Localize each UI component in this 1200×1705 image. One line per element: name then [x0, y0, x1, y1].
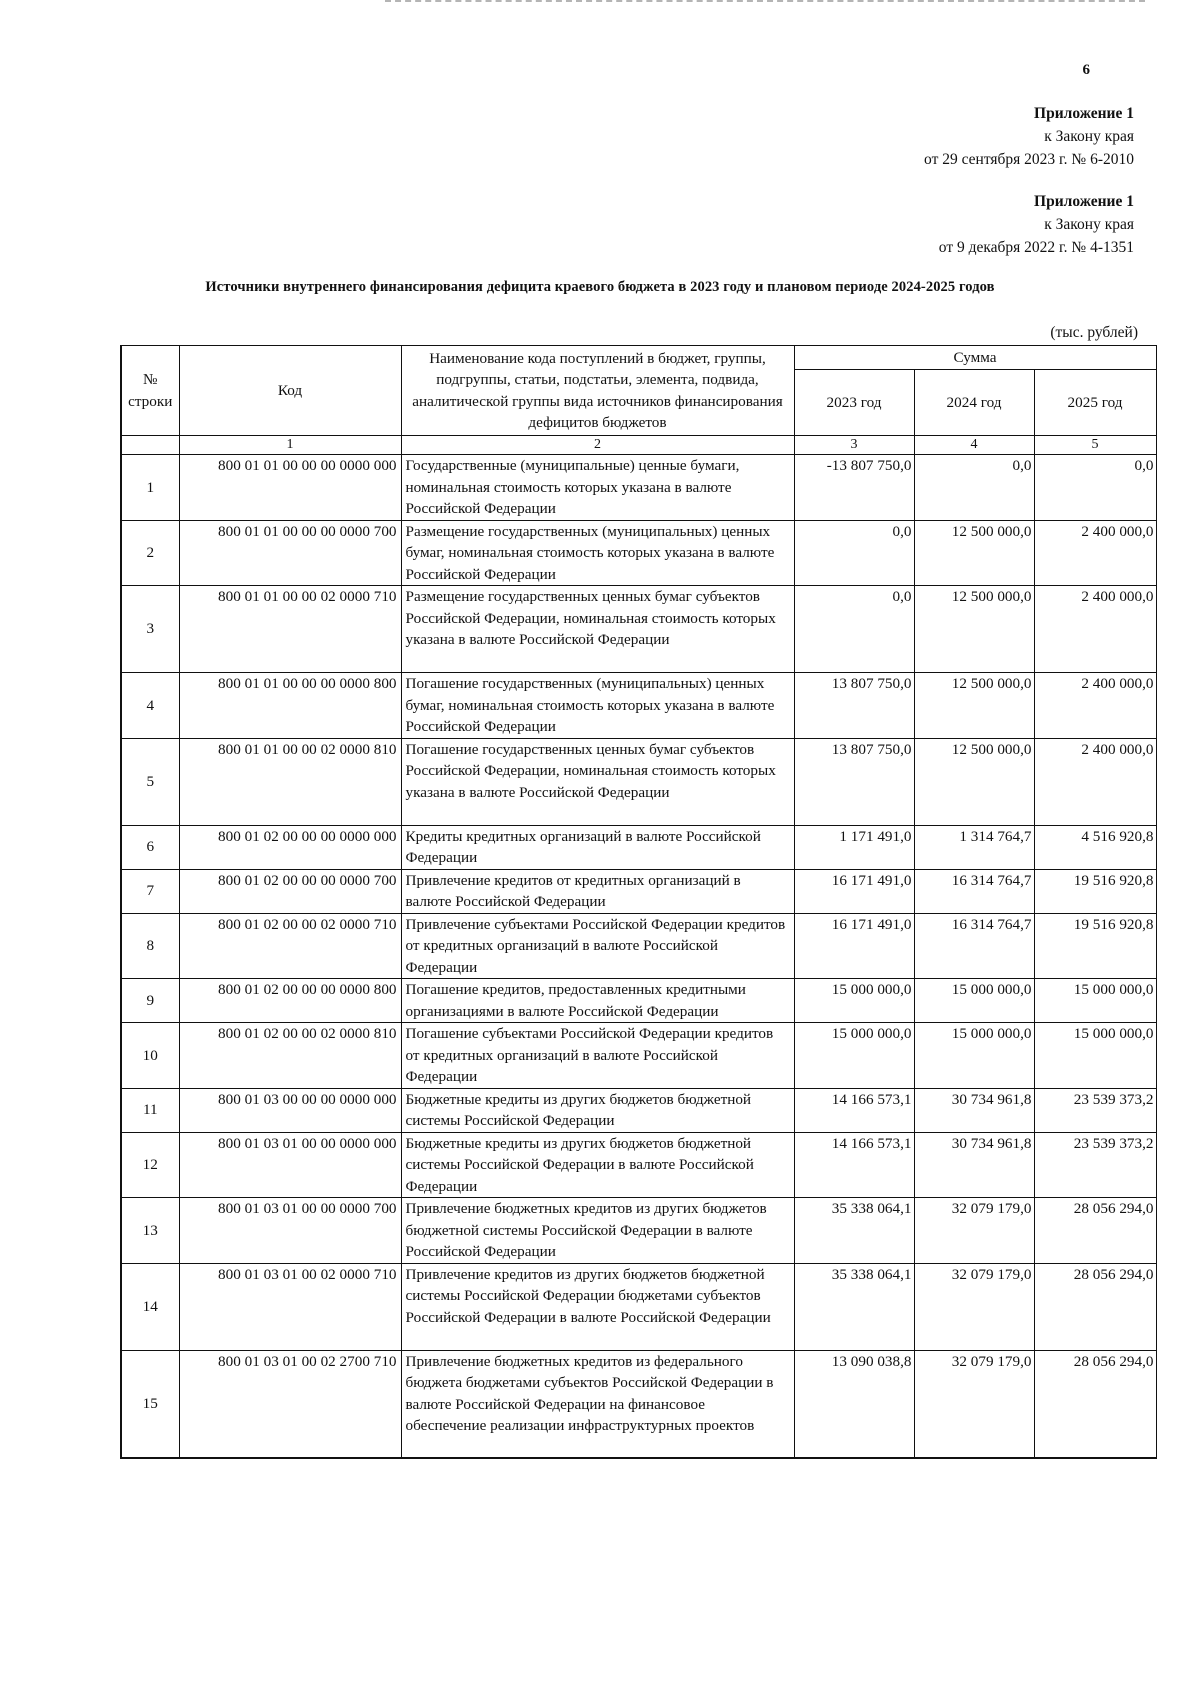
col-index: 4	[914, 436, 1034, 455]
row-number: 13	[121, 1198, 179, 1264]
col-index	[121, 436, 179, 455]
row-2024: 1 314 764,7	[914, 825, 1034, 869]
row-code: 800 01 02 00 00 02 0000 710	[179, 913, 401, 979]
row-code: 800 01 02 00 00 02 0000 810	[179, 1023, 401, 1089]
row-2025: 23 539 373,2	[1034, 1132, 1156, 1198]
row-number: 4	[121, 673, 179, 739]
row-code: 800 01 02 00 00 00 0000 800	[179, 979, 401, 1023]
row-2025: 15 000 000,0	[1034, 979, 1156, 1023]
appendix-original-title: Приложение 1	[1034, 193, 1134, 210]
row-number: 9	[121, 979, 179, 1023]
row-2023: 14 166 573,1	[794, 1132, 914, 1198]
row-name: Бюджетные кредиты из других бюджетов бюджетной системы Российской Федерации	[401, 1088, 794, 1132]
row-name: Привлечение субъектами Российской Федерации кредитов от кредитных организаций в валюте Российской Федерации	[401, 913, 794, 979]
row-2024: 12 500 000,0	[914, 586, 1034, 673]
row-name: Размещение государственных ценных бумаг субъектов Российской Федерации, номинальная стоимость которых указана в валюте Российской Федерации	[401, 586, 794, 673]
row-number: 5	[121, 738, 179, 825]
table-row	[121, 586, 1156, 673]
header-code: Код	[179, 346, 401, 436]
row-name: Привлечение кредитов из других бюджетов бюджетной системы Российской Федерации бюджетами субъектов Российской Федерации в валюте Российской Федерации	[401, 1263, 794, 1350]
row-name: Погашение кредитов, предоставленных кредитными организациями в валюте Российской Федерации	[401, 979, 794, 1023]
row-2024: 30 734 961,8	[914, 1088, 1034, 1132]
table-row	[121, 1088, 1156, 1132]
unit-label: (тыс. рублей)	[1050, 324, 1138, 341]
row-2024: 16 314 764,7	[914, 869, 1034, 913]
row-number: 14	[121, 1263, 179, 1350]
header-sum: Сумма	[794, 346, 1156, 370]
row-2023: 13 807 750,0	[794, 738, 914, 825]
scan-top-line	[385, 0, 1145, 5]
col-index: 1	[179, 436, 401, 455]
row-code: 800 01 03 01 00 02 2700 710	[179, 1350, 401, 1458]
row-number: 6	[121, 825, 179, 869]
col-index: 2	[401, 436, 794, 455]
row-2025: 2 400 000,0	[1034, 738, 1156, 825]
row-name: Кредиты кредитных организаций в валюте Российской Федерации	[401, 825, 794, 869]
row-2023: 13 090 038,8	[794, 1350, 914, 1458]
row-2025: 2 400 000,0	[1034, 586, 1156, 673]
row-name: Бюджетные кредиты из других бюджетов бюджетной системы Российской Федерации в валюте Российской Федерации	[401, 1132, 794, 1198]
header-2024: 2024 год	[914, 370, 1034, 436]
row-2025: 15 000 000,0	[1034, 1023, 1156, 1089]
row-2023: 16 171 491,0	[794, 913, 914, 979]
row-number: 3	[121, 586, 179, 673]
row-2024: 0,0	[914, 455, 1034, 521]
row-2025: 0,0	[1034, 455, 1156, 521]
row-number: 10	[121, 1023, 179, 1089]
row-code: 800 01 03 01 00 00 0000 000	[179, 1132, 401, 1198]
row-code: 800 01 02 00 00 00 0000 000	[179, 825, 401, 869]
column-index-row	[121, 436, 1156, 455]
row-2025: 19 516 920,8	[1034, 869, 1156, 913]
row-2023: 15 000 000,0	[794, 1023, 914, 1089]
row-2023: 0,0	[794, 520, 914, 586]
header-2023: 2023 год	[794, 370, 914, 436]
table-row	[121, 979, 1156, 1023]
row-2023: 1 171 491,0	[794, 825, 914, 869]
row-2024: 16 314 764,7	[914, 913, 1034, 979]
table-row	[121, 1023, 1156, 1089]
row-number: 11	[121, 1088, 179, 1132]
row-2024: 30 734 961,8	[914, 1132, 1034, 1198]
row-2023: 0,0	[794, 586, 914, 673]
row-number: 2	[121, 520, 179, 586]
table-row	[121, 455, 1156, 521]
header-name: Наименование кода поступлений в бюджет, группы, подгруппы, статьи, подстатьи, элемента, подвида, аналитической группы вида источников финансирования дефицитов бюджетов	[401, 346, 794, 436]
row-number: 1	[121, 455, 179, 521]
row-code: 800 01 01 00 00 02 0000 810	[179, 738, 401, 825]
row-2023: 16 171 491,0	[794, 869, 914, 913]
row-2025: 2 400 000,0	[1034, 673, 1156, 739]
row-2024: 32 079 179,0	[914, 1198, 1034, 1264]
table-row	[121, 1198, 1156, 1264]
col-index: 5	[1034, 436, 1156, 455]
row-2023: -13 807 750,0	[794, 455, 914, 521]
row-name: Погашение субъектами Российской Федерации кредитов от кредитных организаций в валюте Российской Федерации	[401, 1023, 794, 1089]
table-row	[121, 825, 1156, 869]
row-2024: 12 500 000,0	[914, 738, 1034, 825]
row-name: Погашение государственных (муниципальных) ценных бумаг, номинальная стоимость которых указана в валюте Российской Федерации	[401, 673, 794, 739]
table-row	[121, 1132, 1156, 1198]
row-name: Привлечение бюджетных кредитов из федерального бюджета бюджетами субъектов Российской Федерации в валюте Российской Федерации на финансовое обеспечение реализации инфраструктурных проектов	[401, 1350, 794, 1458]
appendix-current-line3: от 29 сентября 2023 г. № 6-2010	[924, 151, 1134, 168]
table-row	[121, 1263, 1156, 1350]
row-2025: 19 516 920,8	[1034, 913, 1156, 979]
row-2024: 15 000 000,0	[914, 979, 1034, 1023]
row-2023: 35 338 064,1	[794, 1198, 914, 1264]
document-title: Источники внутреннего финансирования дефицита краевого бюджета в 2023 году и плановом периоде 2024-2025 годов	[205, 279, 995, 295]
row-2025: 28 056 294,0	[1034, 1198, 1156, 1264]
row-2024: 15 000 000,0	[914, 1023, 1034, 1089]
appendix-original	[939, 190, 1134, 259]
appendix-current-line2: к Закону края	[1044, 128, 1134, 145]
row-code: 800 01 03 01 00 02 0000 710	[179, 1263, 401, 1350]
financing-sources-table	[120, 345, 1157, 1459]
row-2023: 13 807 750,0	[794, 673, 914, 739]
row-number: 12	[121, 1132, 179, 1198]
row-number: 8	[121, 913, 179, 979]
row-code: 800 01 03 01 00 00 0000 700	[179, 1198, 401, 1264]
table-row	[121, 869, 1156, 913]
row-2024: 32 079 179,0	[914, 1263, 1034, 1350]
row-name: Размещение государственных (муниципальных) ценных бумаг, номинальная стоимость которых указана в валюте Российской Федерации	[401, 520, 794, 586]
row-number: 7	[121, 869, 179, 913]
row-2025: 2 400 000,0	[1034, 520, 1156, 586]
row-2023: 14 166 573,1	[794, 1088, 914, 1132]
row-code: 800 01 01 00 00 00 0000 000	[179, 455, 401, 521]
page-number: 6	[1082, 62, 1090, 78]
row-code: 800 01 01 00 00 00 0000 800	[179, 673, 401, 739]
appendix-original-line2: к Закону края	[1044, 216, 1134, 233]
row-2024: 32 079 179,0	[914, 1350, 1034, 1458]
table-row	[121, 738, 1156, 825]
row-2025: 28 056 294,0	[1034, 1350, 1156, 1458]
row-name: Государственные (муниципальные) ценные бумаги, номинальная стоимость которых указана в валюте Российской Федерации	[401, 455, 794, 521]
table-row	[121, 1350, 1156, 1458]
row-code: 800 01 01 00 00 00 0000 700	[179, 520, 401, 586]
row-2023: 15 000 000,0	[794, 979, 914, 1023]
appendix-current-title: Приложение 1	[1034, 105, 1134, 122]
header-2025: 2025 год	[1034, 370, 1156, 436]
row-2025: 28 056 294,0	[1034, 1263, 1156, 1350]
header-row-no: № строки	[121, 346, 179, 436]
appendix-current	[924, 102, 1134, 171]
row-code: 800 01 02 00 00 00 0000 700	[179, 869, 401, 913]
table-row	[121, 673, 1156, 739]
row-2024: 12 500 000,0	[914, 673, 1034, 739]
row-2023: 35 338 064,1	[794, 1263, 914, 1350]
row-name: Привлечение бюджетных кредитов из других бюджетов бюджетной системы Российской Федерации в валюте Российской Федерации	[401, 1198, 794, 1264]
row-2025: 4 516 920,8	[1034, 825, 1156, 869]
row-2024: 12 500 000,0	[914, 520, 1034, 586]
table-row	[121, 520, 1156, 586]
row-name: Погашение государственных ценных бумаг субъектов Российской Федерации, номинальная стоимость которых указана в валюте Российской Федерации	[401, 738, 794, 825]
row-code: 800 01 03 00 00 00 0000 000	[179, 1088, 401, 1132]
appendix-original-line3: от 9 декабря 2022 г. № 4-1351	[938, 239, 1134, 256]
row-number: 15	[121, 1350, 179, 1458]
row-code: 800 01 01 00 00 02 0000 710	[179, 586, 401, 673]
table-row	[121, 913, 1156, 979]
col-index: 3	[794, 436, 914, 455]
row-2025: 23 539 373,2	[1034, 1088, 1156, 1132]
row-name: Привлечение кредитов от кредитных организаций в валюте Российской Федерации	[401, 869, 794, 913]
